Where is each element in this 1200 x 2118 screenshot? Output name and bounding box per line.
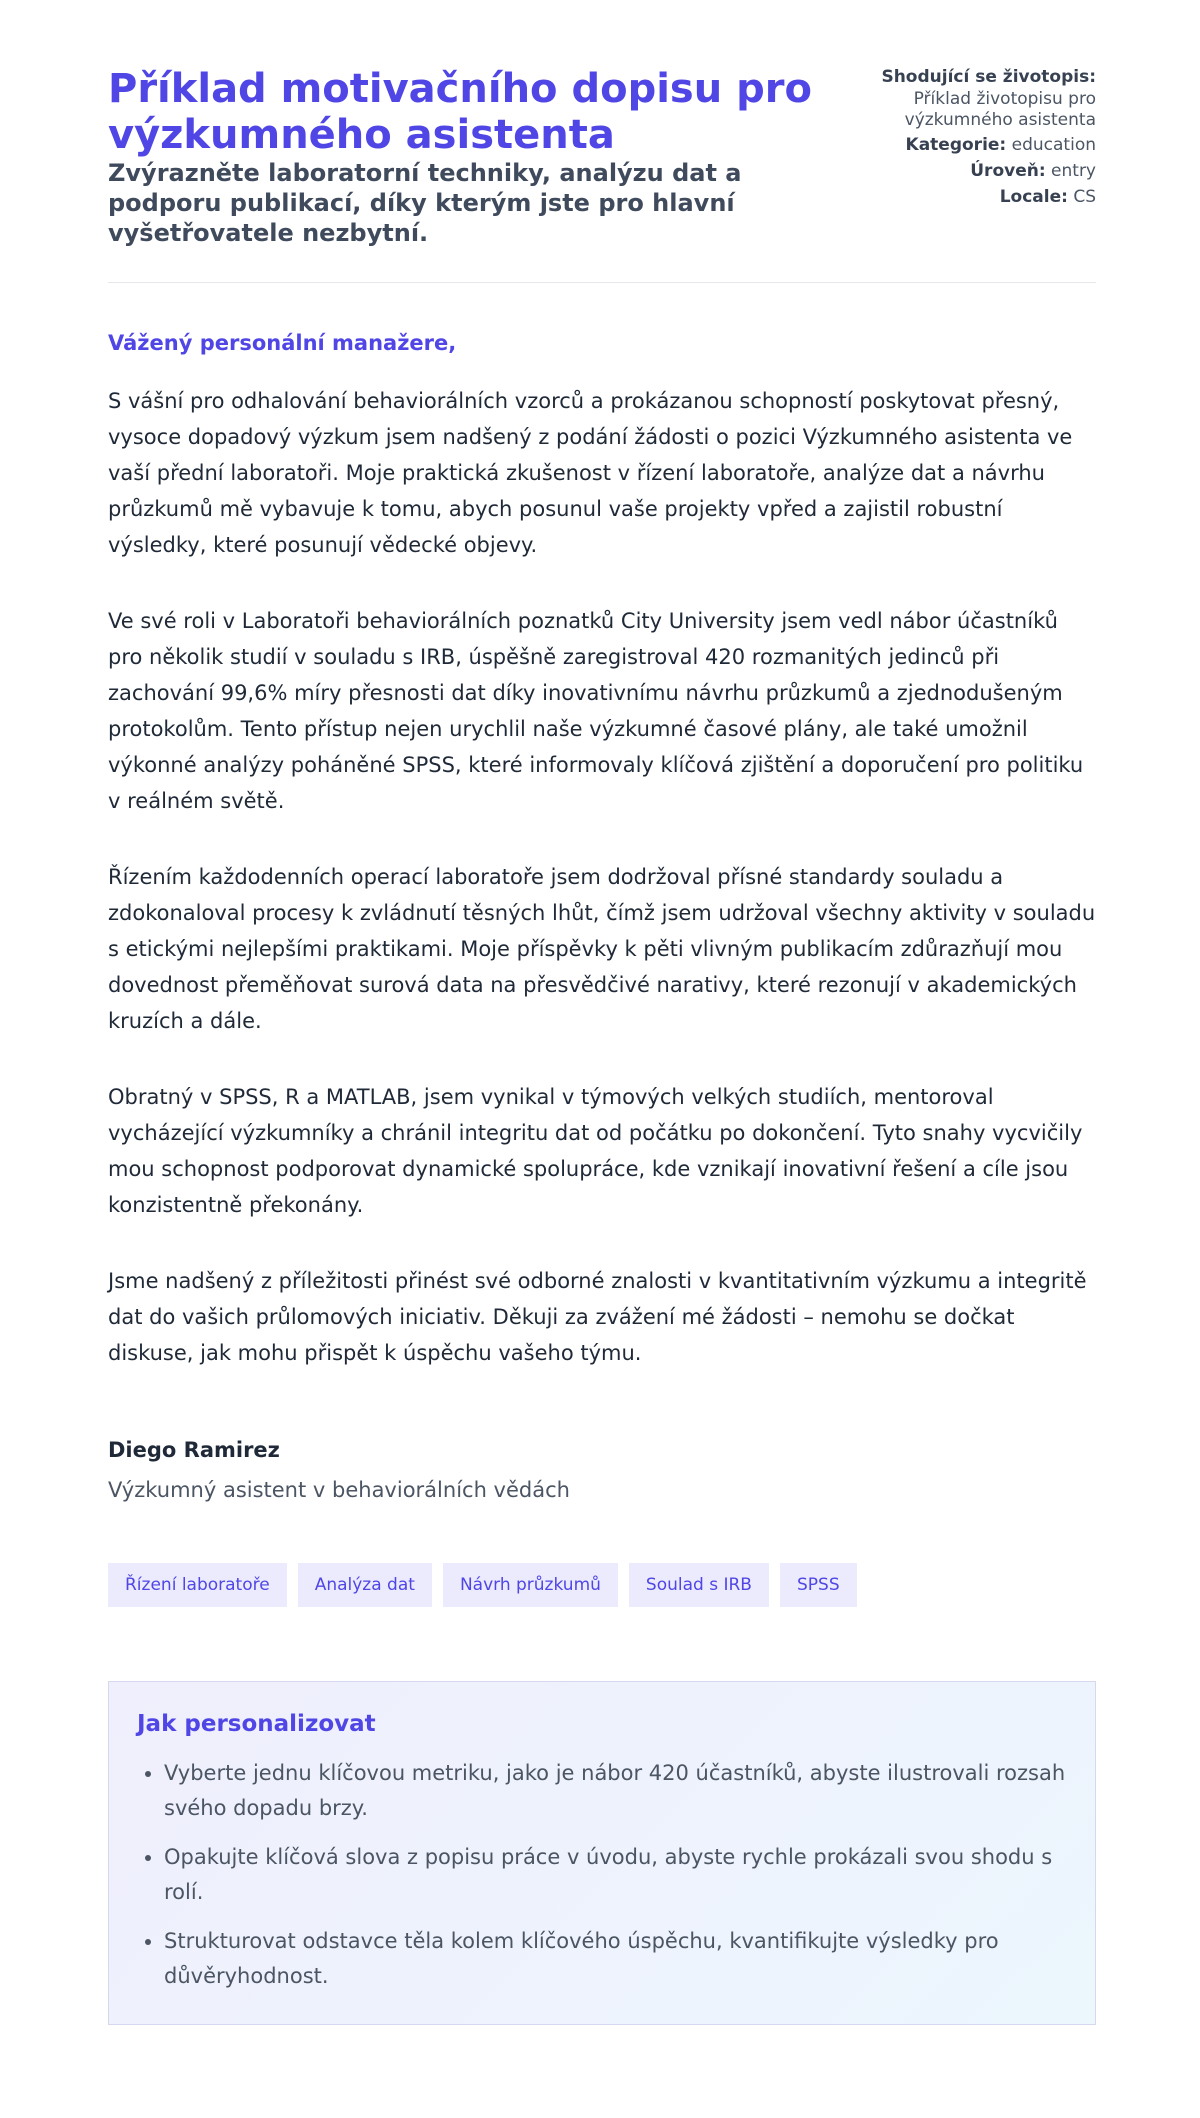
tips-title: Jak personalizovat (137, 1711, 376, 1737)
skill-tags (108, 1563, 1096, 1607)
meta-resume-label: Shodující se životopis: (881, 67, 1096, 87)
header-divider (108, 282, 1096, 283)
tip-item: • Vyberte jednu klíčovou metriku, jako je nábor 420 účastníků, abyste ilustrovali rozsah svého dopadu brzy. (164, 1756, 1067, 1826)
signature-name: Diego Ramirez (108, 1438, 280, 1462)
meta-resume (856, 66, 1096, 131)
skill-tag: Analýza dat (298, 1563, 432, 1607)
meta-level-label: Úroveň: (970, 161, 1046, 181)
letter-paragraph: Ve své roli v Laboratoři behaviorálních poznatků City University jsem vedl nábor účastníků pro několik studií v souladu s IRB, úspěšně zaregistroval 420 rozmanitých jedinců při zachování 99,6% míry přesnosti dat díky inovativnímu návrhu průzkumů a zjednodušeným protokolům. Tento přístup nejen urychlil naše výzkumné časové plány, ale také umožnil výkonné analýzy poháněné SPSS, které informovaly klíčová zjištění a doporučení pro politiku v reálném světě. (108, 609, 1084, 813)
cover-letter-page (108, 0, 1096, 2025)
meta-locale-label: Locale: (999, 187, 1068, 207)
header-titles (108, 66, 848, 248)
letter-salutation: Vážený personální manažere, (108, 331, 457, 355)
skill-tag: Návrh průzkumů (443, 1563, 618, 1607)
meta-panel (856, 66, 1096, 212)
tips-list (137, 1756, 1067, 1994)
letter-paragraph: S vášní pro odhalování behaviorálních vzorců a prokázanou schopností poskytovat přesný, vysoce dopadový výzkum jsem nadšený z podání žádosti o pozici Výzkumného asistenta ve vaší přední laboratoři. Moje praktická zkušenost v řízení laboratoře, analýze dat a návrhu průzkumů mě vybavuje k tomu, abych posunul vaše projekty vpřed a zajistil robustní výsledky, které posunují vědecké objevy. (108, 389, 1073, 557)
letter-paragraph: Obratný v SPSS, R a MATLAB, jsem vynikal v týmových velkých studiích, mentoroval vycházející výzkumníky a chránil integritu dat od počátku po dokončení. Tyto snahy vycvičily mou schopnost podporovat dynamické spolupráce, kde vznikají inovativní řešení a cíle jsou konzistentně překonány. (108, 1085, 1083, 1217)
meta-locale-value: CS (1073, 187, 1096, 207)
meta-resume-value: Příklad životopisu pro výzkumného asistenta (904, 89, 1096, 130)
meta-level (856, 160, 1096, 183)
letter-paragraph: Jsme nadšený z příležitosti přinést své odborné znalosti v kvantitativním výzkumu a integritě dat do vašich průlomových iniciativ. Děkuji za zvážení mé žádosti – nemohu se dočkat diskuse, jak mohu přispět k úspěchu vašeho týmu. (108, 1269, 1087, 1365)
meta-category-label: Kategorie: (905, 135, 1007, 155)
signature-title: Výzkumný asistent v behaviorálních vědách (108, 1478, 570, 1502)
meta-locale (856, 186, 1096, 209)
meta-category (856, 134, 1096, 157)
tip-item: • Opakujte klíčová slova z popisu práce v úvodu, abyste rychle prokázali svou shodu s rolí. (164, 1840, 1067, 1910)
skill-tag: SPSS (780, 1563, 857, 1607)
page-subtitle: Zvýrazněte laboratorní techniky, analýzu dat a podporu publikací, díky kterým jste pro hlavní vyšetřovatele nezbytní. (108, 159, 742, 247)
tip-item: • Strukturovat odstavce těla kolem klíčového úspěchu, kvantifikujte výsledky pro důvěryhodnost. (164, 1924, 1067, 1994)
letter-body (108, 383, 1096, 1371)
page-header (108, 66, 1096, 248)
meta-category-value: education (1011, 135, 1096, 155)
meta-level-value: entry (1051, 161, 1096, 181)
letter-paragraph: Řízením každodenních operací laboratoře jsem dodržoval přísné standardy souladu a zdokonaloval procesy k zvládnutí těsných lhůt, čímž jsem udržoval všechny aktivity v souladu s etickými nejlepšími praktikami. Moje příspěvky k pěti vlivným publikacím zdůrazňují mou dovednost přeměňovat surová data na přesvědčivé narativy, které rezonují v akademických kruzích a dále. (108, 865, 1096, 1033)
page-title: Příklad motivačního dopisu pro výzkumného asistenta (108, 66, 812, 158)
skill-tag: Řízení laboratoře (108, 1563, 287, 1607)
personalize-tips-box (108, 1681, 1096, 2025)
skill-tag: Soulad s IRB (629, 1563, 769, 1607)
